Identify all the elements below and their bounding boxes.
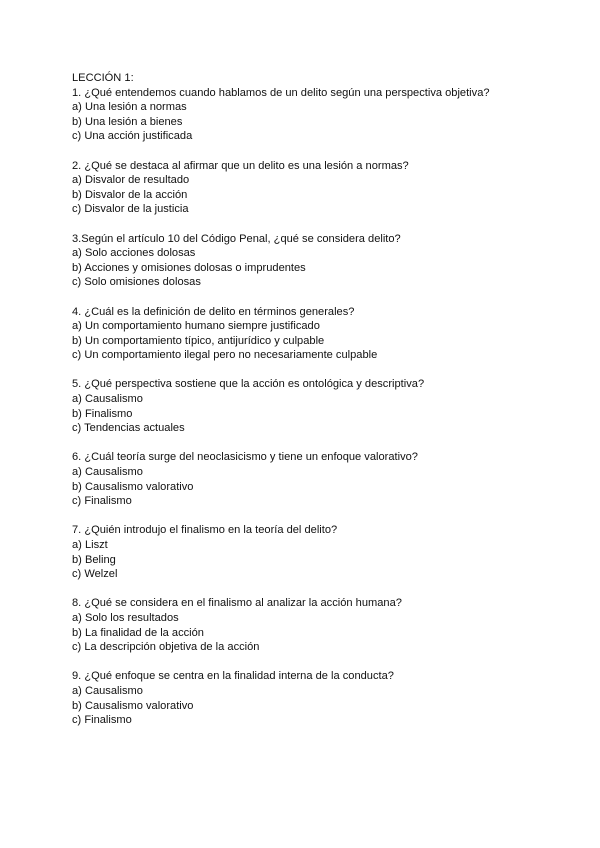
question-text: 7. ¿Quién introdujo el finalismo en la teoría del delito?: [72, 524, 338, 537]
option-a: a) Un comportamiento humano siempre justificado: [72, 320, 320, 333]
option-c: c) Finalismo: [72, 495, 132, 508]
option-c: c) Solo omisiones dolosas: [72, 276, 201, 289]
question-8: [72, 596, 572, 654]
option-a: a) Causalismo: [72, 684, 143, 697]
option-b: b) Causalismo valorativo: [72, 480, 194, 493]
option-a: a) Una lesión a normas: [72, 101, 187, 114]
option-b: b) Finalismo: [72, 407, 133, 420]
question-text: 3.Según el artículo 10 del Código Penal, ¿qué se considera delito?: [72, 232, 401, 245]
option-a: a) Solo acciones dolosas: [72, 247, 196, 260]
option-a: a) Solo los resultados: [72, 611, 179, 624]
question-3: [72, 232, 572, 290]
option-a: a) Causalismo: [72, 466, 143, 479]
option-b: b) Causalismo valorativo: [72, 699, 194, 712]
question-text: 8. ¿Qué se considera en el finalismo al analizar la acción humana?: [72, 597, 402, 610]
question-5: [72, 377, 572, 435]
option-c: c) Welzel: [72, 568, 118, 581]
question-1: [72, 86, 572, 144]
option-c: c) Un comportamiento ilegal pero no necesariamente culpable: [72, 349, 378, 362]
option-c: c) Disvalor de la justicia: [72, 203, 189, 216]
option-c: c) Finalismo: [72, 714, 132, 727]
option-c: c) La descripción objetiva de la acción: [72, 641, 260, 654]
question-6: [72, 450, 572, 508]
question-4: [72, 305, 572, 363]
option-a: a) Causalismo: [72, 393, 143, 406]
question-text: 1. ¿Qué entendemos cuando hablamos de un delito según una perspectiva objetiva?: [72, 86, 490, 99]
option-b: b) Una lesión a bienes: [72, 115, 183, 128]
question-7: [72, 523, 572, 581]
lesson-title: LECCIÓN 1:: [72, 72, 134, 84]
document-page: [72, 71, 572, 728]
question-9: [72, 669, 572, 727]
question-2: [72, 159, 572, 217]
option-a: a) Disvalor de resultado: [72, 174, 190, 187]
question-text: 2. ¿Qué se destaca al afirmar que un delito es una lesión a normas?: [72, 159, 409, 172]
question-text: 4. ¿Cuál es la definición de delito en términos generales?: [72, 305, 355, 318]
option-b: b) Beling: [72, 553, 116, 566]
option-c: c) Tendencias actuales: [72, 422, 185, 435]
option-b: b) Un comportamiento típico, antijurídico y culpable: [72, 334, 325, 347]
option-c: c) Una acción justificada: [72, 130, 193, 143]
question-text: 9. ¿Qué enfoque se centra en la finalidad interna de la conducta?: [72, 670, 394, 683]
option-b: b) Acciones y omisiones dolosas o imprudentes: [72, 261, 306, 274]
option-a: a) Liszt: [72, 539, 108, 551]
option-b: b) Disvalor de la acción: [72, 188, 188, 201]
option-b: b) La finalidad de la acción: [72, 626, 204, 639]
question-text: 5. ¿Qué perspectiva sostiene que la acción es ontológica y descriptiva?: [72, 378, 425, 391]
question-text: 6. ¿Cuál teoría surge del neoclasicismo y tiene un enfoque valorativo?: [72, 451, 418, 464]
